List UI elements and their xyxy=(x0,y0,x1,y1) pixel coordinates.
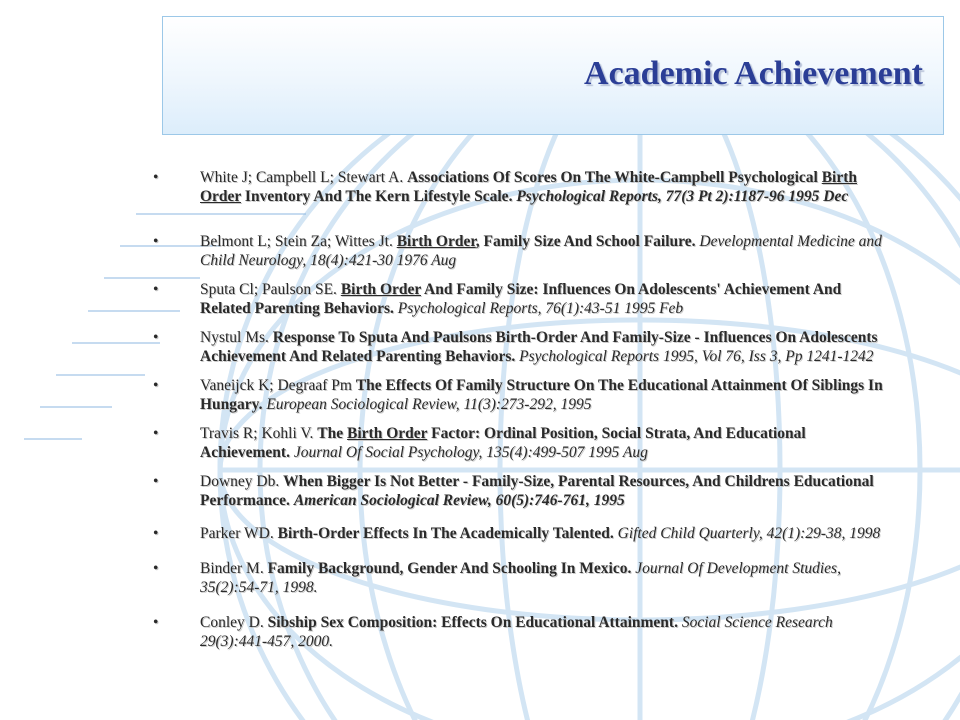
bullet-icon: • xyxy=(153,169,159,186)
article-title: Associations Of Scores On The White-Campbell Psychological xyxy=(407,169,822,186)
authors: Travis R; Kohli V. xyxy=(200,425,318,442)
bullet-icon: • xyxy=(153,560,159,577)
journal-citation: Gifted Child Quarterly, 42(1):29-38, 1998 xyxy=(617,525,881,542)
birth-order-term: Birth Order xyxy=(347,425,428,442)
reference-item xyxy=(150,280,890,318)
journal-citation: Journal Of Social Psychology, 135(4):499-507 1995 Aug xyxy=(293,444,648,461)
reference-item xyxy=(150,328,890,366)
article-title: Family Background, Gender And Schooling In Mexico. xyxy=(267,560,636,577)
article-title: Response To Sputa And Paulsons Birth-Order And Family-Size - Influences On Adolescents Achievement And Related Parenting Behaviors. xyxy=(200,329,878,365)
journal-citation: Psychological Reports, 76(1):43-51 1995 Feb xyxy=(397,300,684,317)
birth-order-term: Birth Order xyxy=(396,233,476,250)
reference-item xyxy=(150,524,890,543)
reference-item xyxy=(150,559,890,597)
title-box xyxy=(162,16,944,135)
reference-item xyxy=(150,613,890,651)
reference-list xyxy=(150,168,890,651)
bullet-icon: • xyxy=(153,281,159,298)
bullet-icon: • xyxy=(153,233,159,250)
authors: White J; Campbell L; Stewart A. xyxy=(200,169,408,186)
journal-citation: Psychological Reports, 77(3 Pt 2):1187-96 1995 Dec xyxy=(516,188,849,205)
article-title: When Bigger Is Not Better - Family-Size, Parental Resources, And Childrens Educational Performance. xyxy=(200,473,874,509)
bullet-icon: • xyxy=(153,329,159,346)
article-title-rest: Inventory And The Kern Lifestyle Scale. xyxy=(241,188,517,205)
journal-citation: Journal Of Development Studies, 35(2):54-71, 1998. xyxy=(200,560,841,596)
bullet-icon: • xyxy=(153,525,159,542)
authors: Sputa Cl; Paulson SE. xyxy=(200,281,341,298)
reference-item xyxy=(150,376,890,414)
article-title: Sibship Sex Composition: Effects On Educational Attainment. xyxy=(267,614,682,631)
article-title: And Family Size: Influences On Adolescents' Achievement And Related Parenting Behaviors. xyxy=(200,281,842,317)
slide-title: Academic Achievement xyxy=(584,55,923,92)
authors: Nystul Ms. xyxy=(200,329,273,346)
journal-citation: Developmental Medicine and Child Neurology, 18(4):421-30 1976 Aug xyxy=(200,233,882,269)
journal-citation: European Sociological Review, 11(3):273-292, 1995 xyxy=(266,396,592,413)
reference-item xyxy=(150,424,890,462)
article-title: The xyxy=(317,425,348,442)
authors: Belmont L; Stein Za; Wittes Jt. xyxy=(200,233,397,250)
bullet-icon: • xyxy=(153,473,159,490)
birth-order-term: Birth Order xyxy=(340,281,422,298)
journal-citation: American Sociological Review, 60(5):746-761, 1995 xyxy=(293,492,625,509)
journal-citation: Psychological Reports 1995, Vol 76, Iss 3, Pp 1241-1242 xyxy=(519,348,874,365)
bullet-icon: • xyxy=(153,425,159,442)
article-title: , Family Size And School Failure. xyxy=(475,233,700,250)
reference-item xyxy=(150,232,890,270)
authors: Conley D. xyxy=(200,614,268,631)
bullet-icon: • xyxy=(153,614,159,631)
authors: Binder M. xyxy=(200,560,268,577)
authors: Parker WD. xyxy=(200,525,278,542)
article-title: The Effects Of Family Structure On The Educational Attainment Of Siblings In Hungary. xyxy=(200,377,883,413)
journal-citation: Social Science Research 29(3):441-457, 2000. xyxy=(200,614,833,650)
authors: Downey Db. xyxy=(200,473,284,490)
authors: Vaneijck K; Degraaf Pm xyxy=(200,377,356,394)
reference-item xyxy=(150,472,890,510)
birth-order-term: Birth Order xyxy=(200,169,858,205)
reference-item xyxy=(150,168,890,206)
article-title-rest: Factor: Ordinal Position, Social Strata, And Educational Achievement. xyxy=(200,425,806,461)
article-title: Birth-Order Effects In The Academically Talented. xyxy=(277,525,618,542)
bullet-icon: • xyxy=(153,377,159,394)
